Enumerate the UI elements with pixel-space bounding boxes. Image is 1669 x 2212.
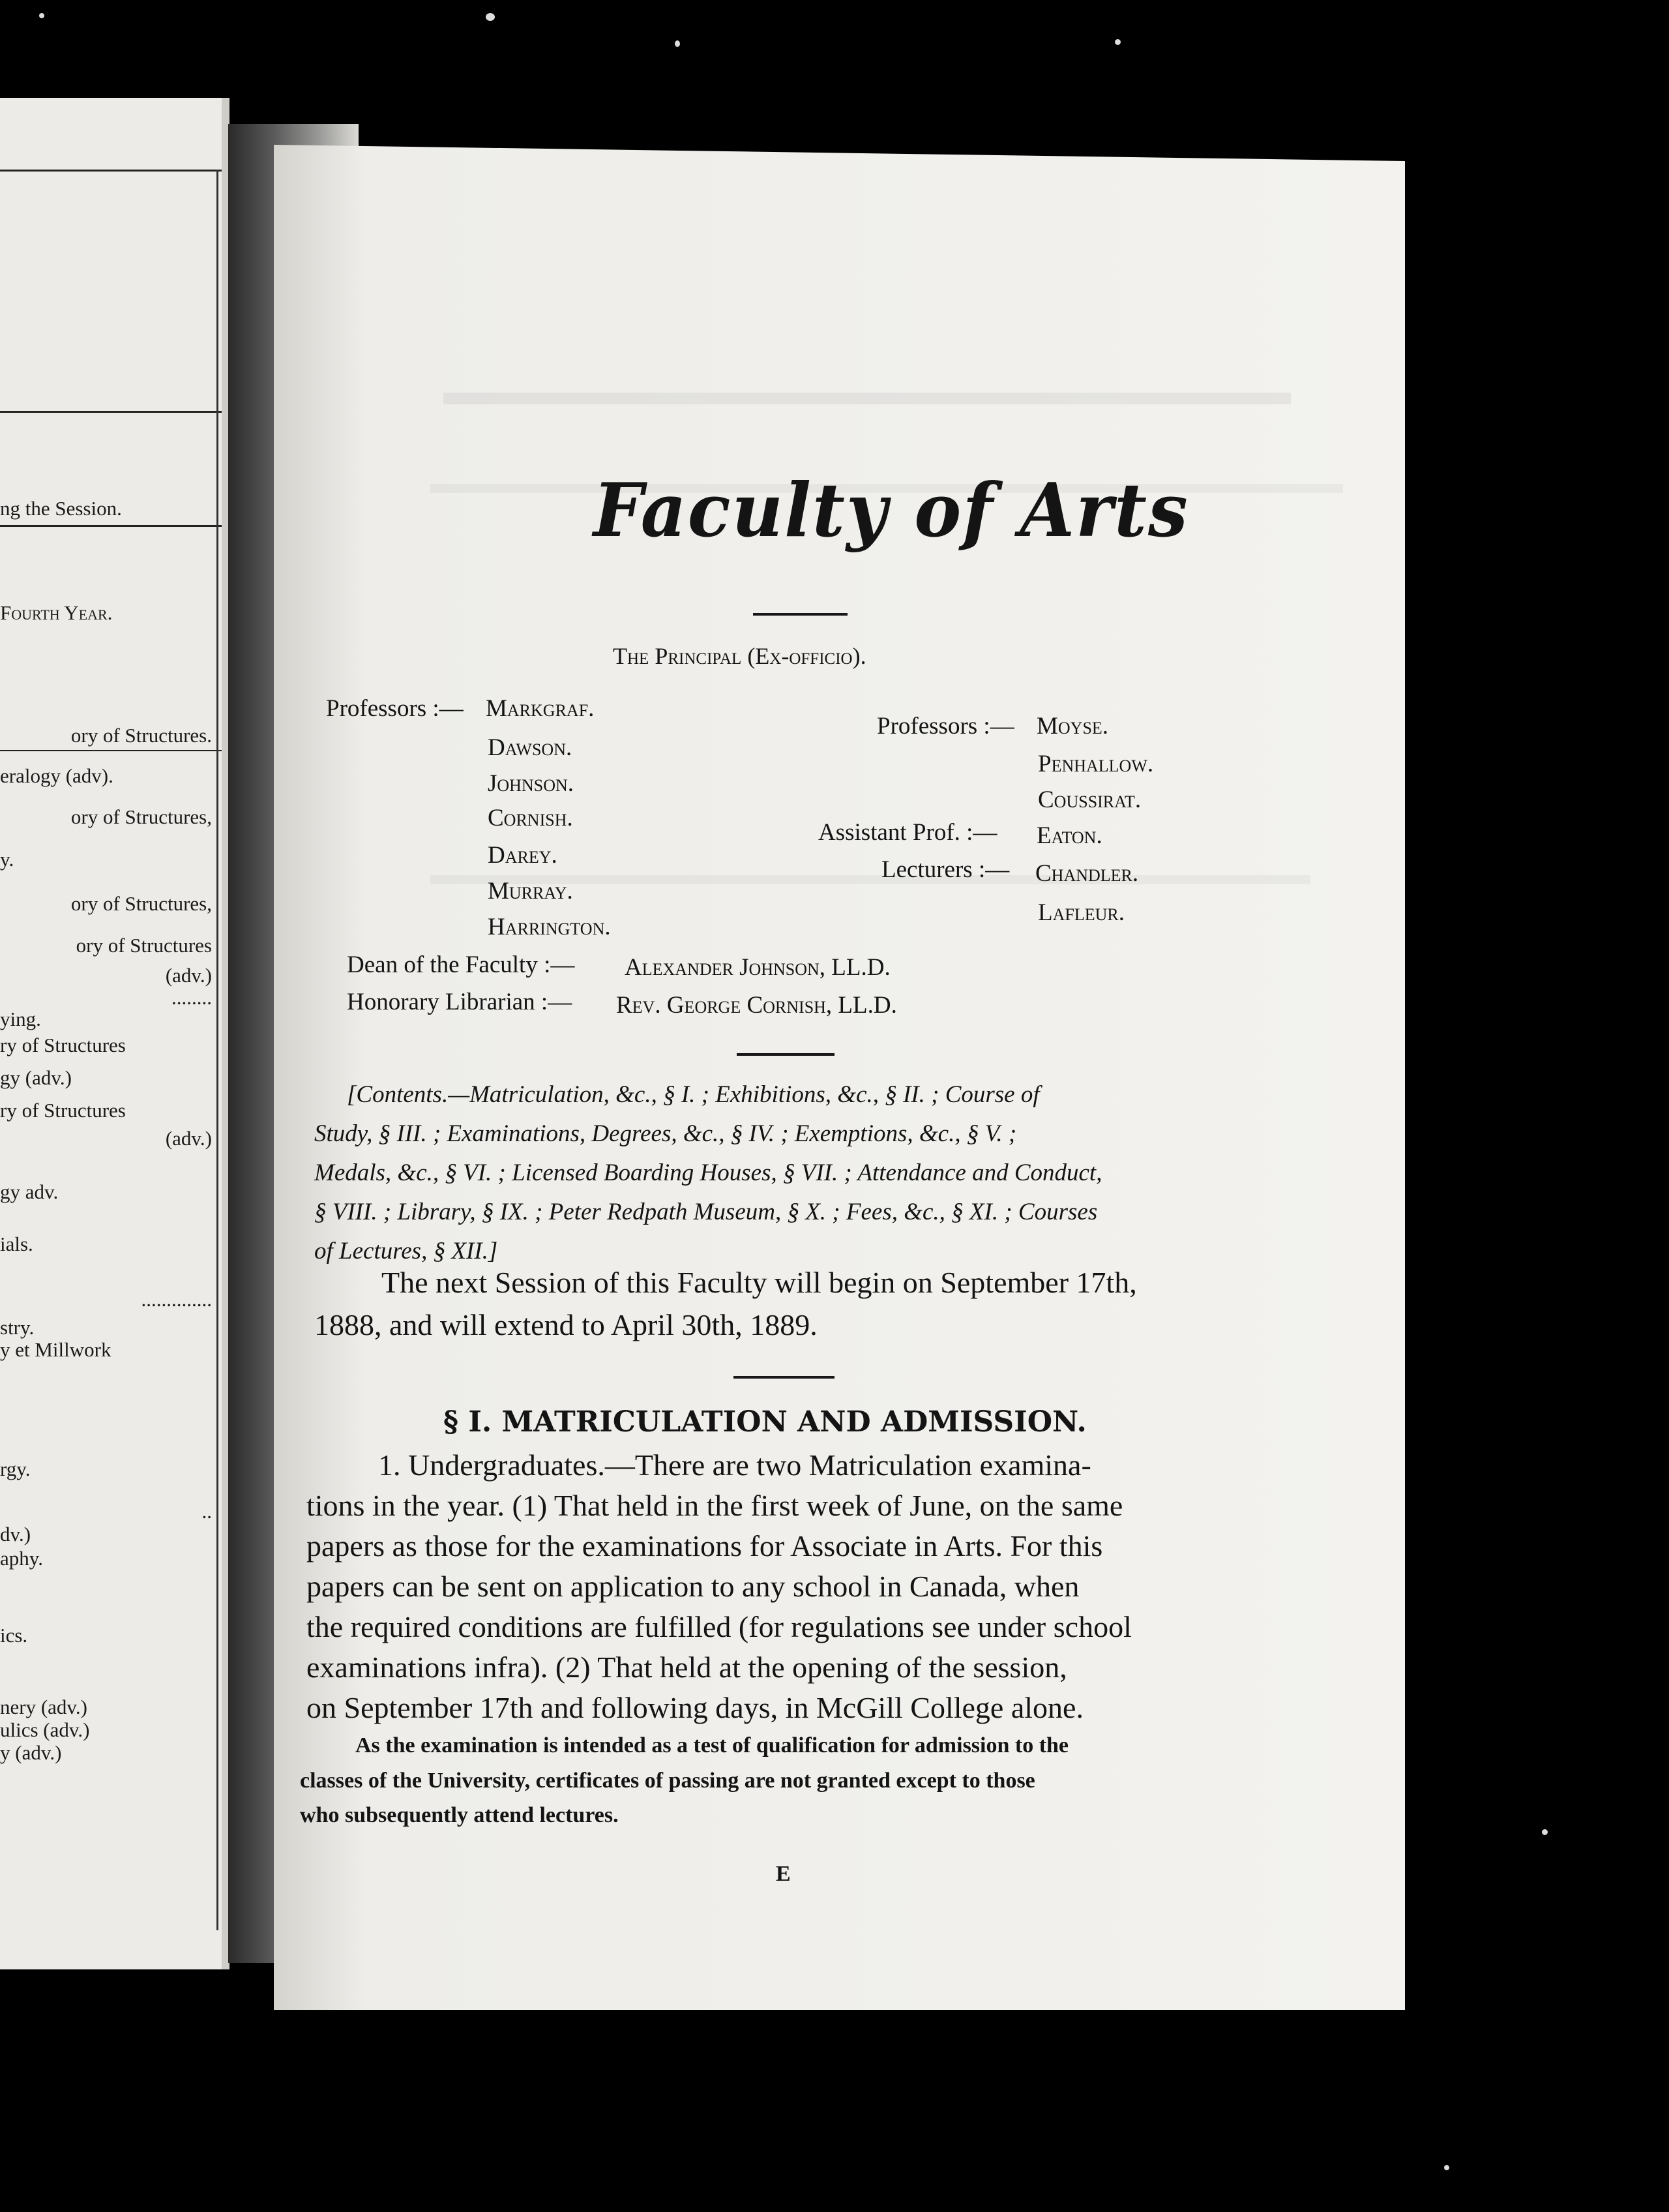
left-page-line: y. (0, 848, 14, 871)
paragraph-line: 1. Undergraduates.—There are two Matriculation examina- (378, 1448, 1091, 1482)
note-line: who subsequently attend lectures. (300, 1803, 619, 1827)
paragraph-line: on September 17th and following days, in McGill College alone. (306, 1691, 1084, 1724)
left-page-line: ics. (0, 1624, 28, 1647)
session-line: The next Session of this Faculty will begin on September 17th, (381, 1266, 1137, 1299)
left-page-line: ory of Structures, (70, 892, 212, 915)
lecturers-label: Lecturers :— (881, 856, 1010, 883)
paragraph-line: examinations infra). (2) That held at the opening of the session, (306, 1651, 1067, 1684)
professors-label-left: Professors :— (326, 695, 464, 722)
left-page-line: ry of Structures (0, 1099, 126, 1122)
paragraph-line: papers as those for the examinations for Associate in Arts. For this (306, 1529, 1103, 1562)
professor-name: Murray. (488, 878, 573, 904)
left-page-line: (adv.) (165, 964, 212, 987)
left-page-line: eralogy (adv). (0, 764, 113, 787)
assistant-prof-label: Assistant Prof. :— (818, 819, 997, 846)
dean-name: Alexander Johnson, LL.D. (625, 954, 891, 981)
left-page-line: y (adv.) (0, 1741, 62, 1764)
left-page-line: aphy. (0, 1547, 43, 1570)
contents-line: § VIII. ; Library, § IX. ; Peter Redpath Museum, § X. ; Fees, &c., § XI. ; Courses (314, 1199, 1098, 1225)
professor-name: Penhallow. (1038, 751, 1154, 777)
professors-label-right: Professors :— (877, 713, 1014, 740)
film-speck (1542, 1829, 1548, 1835)
left-page-line: ory of Structures (76, 934, 212, 957)
left-page-line: Fourth Year. (0, 601, 113, 624)
left-page-line: gy (adv.) (0, 1066, 72, 1089)
lecturer-name: Chandler. (1035, 860, 1139, 887)
left-page-line: .............. (141, 1288, 212, 1311)
film-speck (39, 13, 44, 18)
left-page-line: ory of Structures, (70, 805, 212, 828)
paragraph-line: the required conditions are fulfilled (for regulations see under school (306, 1610, 1132, 1643)
left-page-line: ory of Structures. (70, 724, 212, 747)
session-line: 1888, and will extend to April 30th, 1889. (314, 1308, 818, 1341)
lecturer-name: Lafleur. (1038, 899, 1125, 926)
left-page-line: nery (adv.) (0, 1696, 87, 1718)
contents-line: Medals, &c., § VI. ; Licensed Boarding Houses, § VII. ; Attendance and Conduct, (314, 1159, 1102, 1186)
left-page-line: ry of Structures (0, 1034, 126, 1056)
left-page-line: stry. (0, 1316, 35, 1339)
professor-name: Moyse. (1037, 713, 1109, 740)
left-page-line: ying. (0, 1008, 41, 1030)
librarian-label: Honorary Librarian :— (347, 989, 572, 1015)
film-speck (1444, 2165, 1449, 2170)
assistant-prof-name: Eaton. (1037, 822, 1102, 849)
page-title: Faculty of Arts (593, 467, 1189, 554)
contents-line: Study, § III. ; Examinations, Degrees, &c., § IV. ; Exemptions, &c., § V. ; (314, 1120, 1017, 1147)
left-page-rule (0, 525, 229, 527)
film-speck (1115, 39, 1121, 45)
professor-name: Darey. (488, 842, 557, 869)
film-speck (675, 40, 680, 47)
bleed-through-shadow (443, 393, 1291, 404)
right-page (274, 145, 1405, 2010)
film-speck (486, 13, 495, 21)
principal-line: The Principal (Ex-officio). (613, 643, 866, 669)
left-page-vertical-rule (216, 170, 218, 1930)
section-heading: § I. MATRICULATION AND ADMISSION. (443, 1405, 1087, 1439)
left-page-line: .. (201, 1500, 212, 1523)
left-page-line: dv.) (0, 1523, 31, 1546)
professor-name: Markgraf. (486, 695, 595, 722)
left-page-line: rgy. (0, 1457, 31, 1480)
professor-name: Dawson. (488, 734, 572, 761)
left-facing-page (0, 98, 229, 1969)
page-signature-mark: E (776, 1862, 791, 1886)
left-page-line: ulics (adv.) (0, 1718, 90, 1741)
dean-label: Dean of the Faculty :— (347, 951, 575, 978)
left-page-top-rule (0, 170, 229, 172)
note-line: As the examination is intended as a test of qualification for admission to the (355, 1733, 1069, 1757)
left-page-line: ........ (171, 986, 212, 1009)
librarian-name: Rev. George Cornish, LL.D. (616, 992, 897, 1019)
left-page-line: ng the Session. (0, 497, 122, 520)
contents-line: [Contents.—Matriculation, &c., § I. ; Exhibitions, &c., § II. ; Course of (347, 1081, 1040, 1108)
professor-name: Cornish. (488, 805, 573, 831)
professor-name: Johnson. (488, 770, 574, 797)
left-page-line: ials. (0, 1233, 33, 1255)
left-page-line: gy adv. (0, 1180, 59, 1203)
note-line: classes of the University, certificates of passing are not granted except to those (300, 1769, 1035, 1793)
left-page-line: y et Millwork (0, 1338, 111, 1361)
title-rule (753, 613, 848, 616)
professor-name: Harrington. (488, 914, 611, 940)
left-page-rule (0, 750, 229, 751)
contents-line: of Lectures, § XII.] (314, 1238, 498, 1264)
section-rule (733, 1376, 834, 1379)
professor-name: Coussirat. (1038, 786, 1142, 813)
paragraph-line: papers can be sent on application to any school in Canada, when (306, 1570, 1080, 1603)
left-page-line: (adv.) (165, 1127, 212, 1150)
section-rule (737, 1053, 834, 1056)
paragraph-line: tions in the year. (1) That held in the first week of June, on the same (306, 1489, 1123, 1522)
left-page-rule (0, 411, 229, 413)
